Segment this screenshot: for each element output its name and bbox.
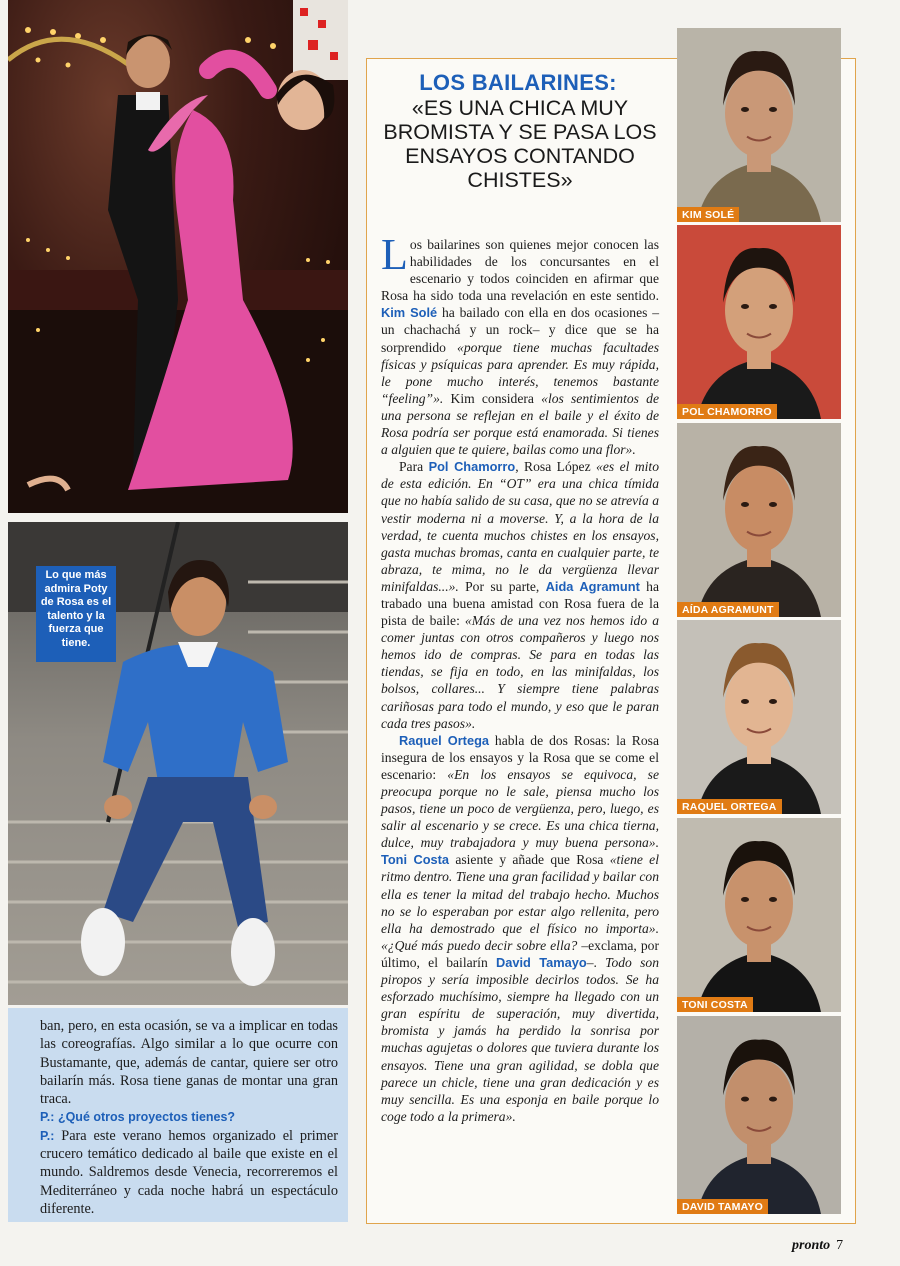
- quote: «tiene el ritmo dentro. Tiene una gran facilidad y bailar con ella es tener la mitad del trabajo hecho. Muchos no se lo esperaban por estar algo rellenita, pero ella ha demostrado que el físico no importa».: [381, 852, 659, 936]
- photo-caption: Lo que más admira Poty de Rosa es el talento y la fuerza que tiene.: [36, 566, 116, 662]
- text-run: –exclama, por último, el bailarín: [381, 937, 659, 970]
- text-run: habla de dos Rosas: la Rosa insegura de los ensayos y la Rosa que se come el escenario:: [381, 732, 659, 782]
- answer-label: P.:: [40, 1128, 55, 1143]
- drop-cap: L: [381, 230, 408, 279]
- dancer-portrait: [677, 818, 841, 1012]
- answer-text: Para este verano hemos organizado el primer crucero temático dedicado al baile que existe en el mundo. Saldremos desde Venecia, recorreremos el Mediterráneo y cada noche habrá un espectáculo diferente.: [40, 1127, 338, 1217]
- question-label: P.:: [40, 1110, 55, 1125]
- text-run: asiente y añade que Rosa: [449, 852, 610, 868]
- portrait-label: RAQUEL ORTEGA: [677, 799, 782, 814]
- text-run: os bailarines son quienes mejor conocen las habilidades de los concursantes en el escenario y todos coinciden en afirmar que Rosa ha sido toda una revelación en este sentido.: [381, 237, 659, 304]
- dancer-portrait: [677, 28, 841, 222]
- article-paragraph-3: [381, 732, 659, 1125]
- dancer-portrait: [677, 1016, 841, 1214]
- article-paragraph-1: [381, 230, 659, 458]
- page-footer: [792, 1238, 843, 1254]
- text-run: Para: [399, 459, 429, 475]
- portrait-photo: [677, 28, 841, 222]
- article-headline: «ES UNA CHICA MUY BROMISTA Y SE PASA LOS ENSAYOS CONTANDO CHISTES»: [383, 96, 657, 192]
- quote: «es el mito de esta edición. En “OT” era una chica tímida que no había salido de su casa, que no se atrevía a vestir moderna ni a moverse. Y, a la hora de la verdad, te cuenta muchos chistes en los ensayos, gasta muchas bromas, canta en cualquier parte, te abraza, te mima, no le da vergüenza llevar minifaldas...».: [381, 459, 659, 594]
- portrait-label: POL CHAMORRO: [677, 404, 777, 419]
- portrait-photo: [677, 818, 841, 1012]
- quote: Todo son piropos y sería imposible decirlos todos. Se ha esforzado muchísimo, siempre ha llegado con un gran espíritu de superación, muy divertida, bromista y jamás ha perdido la sonrisa por muchas agujetas o dolores que tuviera durante los ensayos. Tiene una gran agilidad, se dobla que parece un chicle, tiene una gran dedicación y es muy sencilla. Es una esponja en baile porque lo coge todo a la primera».: [381, 954, 659, 1124]
- quote: «los sentimientos de una persona se reflejan en el baile y el éxito de Rosa podría ser porque está enamorada. Si tienes a alguien que te quiere, bailas como una flor».: [381, 390, 659, 458]
- dancer-name-toni: Toni Costa: [381, 852, 450, 868]
- text-run: –.: [586, 954, 606, 970]
- text-run: ha bailado con ella en dos ocasiones –un chachachá y un rock– y dice que se ha sorprendido: [381, 305, 659, 355]
- quote: «En los ensayos se equivoca, se preocupa porque no le sale, piensa mucho los pasos, tiene un poco de vergüenza, pero, luego, es salir al escenario y se crece. Es una chica tierna, dulce, muy trabajadora y muy buena persona».: [381, 766, 659, 851]
- dancer-name-david: David Tamayo: [496, 954, 587, 970]
- text-run: , Rosa López: [515, 459, 597, 475]
- dancer-portrait: [677, 620, 841, 814]
- quote: «Más de una vez nos hemos ido a comer juntas con otros compañeros y luego nos hemos ido de compras. Se para en todas las tiendas, se fija en todo, en las minifaldas, los bolsos, collares... Y siempre tiene palabras cariñosas para todo el mundo, y eso que le paran cada tres pasos».: [381, 613, 659, 731]
- quote: «¿Qué más puedo decir sobre ella?: [381, 937, 578, 953]
- dancer-name-raquel: Raquel Ortega: [399, 732, 489, 748]
- interview-question: [40, 1108, 338, 1126]
- text-run: Por su parte,: [458, 578, 546, 594]
- portrait-label: TONI COSTA: [677, 997, 753, 1012]
- interview-continuation: [8, 1008, 348, 1222]
- dancer-name-kim: Kim Solé: [381, 305, 438, 321]
- dance-photo-illustration: [8, 0, 348, 513]
- page-number: 7: [836, 1238, 844, 1253]
- dancer-name-aida: Aida Agramunt: [545, 578, 640, 594]
- portrait-photo: [677, 1016, 841, 1214]
- portrait-photo: [677, 620, 841, 814]
- text-run: Kim considera: [443, 390, 542, 406]
- portrait-label: KIM SOLÉ: [677, 207, 739, 222]
- interview-answer: [40, 1127, 338, 1218]
- dancer-portrait: [677, 225, 841, 419]
- question-text: ¿Qué otros proyectos tienes?: [57, 1110, 236, 1125]
- article-kicker: LOS BAILARINES:: [419, 70, 617, 95]
- text-run: ha trabado una buena amistad con Rosa fuera de la pista de baile:: [381, 578, 659, 629]
- magazine-name: pronto: [792, 1238, 831, 1253]
- dancer-portrait: [677, 423, 841, 617]
- portrait-label: AÍDA AGRAMUNT: [677, 602, 779, 617]
- interview-paragraph: ban, pero, en esta ocasión, se va a implicar en todas las coreografías. Algo similar a lo que ocurre con Bustamante, que, además de cantar, quiere ser otro bailarín más. Rosa tiene ganas de montar una gran traca.: [40, 1018, 338, 1108]
- article-body: [381, 230, 659, 1125]
- dance-photo: [8, 0, 348, 513]
- article-paragraph-2: [381, 458, 659, 732]
- portrait-photo: [677, 225, 841, 419]
- portrait-photo: [677, 423, 841, 617]
- quote: «porque tiene muchas facultades físicas y psíquicas para aprender. Es muy rápida, le pone mucho interés, tenemos bastante “feeling”».: [381, 339, 659, 406]
- dancer-name-pol: Pol Chamorro: [428, 459, 516, 475]
- portrait-label: DAVID TAMAYO: [677, 1199, 768, 1214]
